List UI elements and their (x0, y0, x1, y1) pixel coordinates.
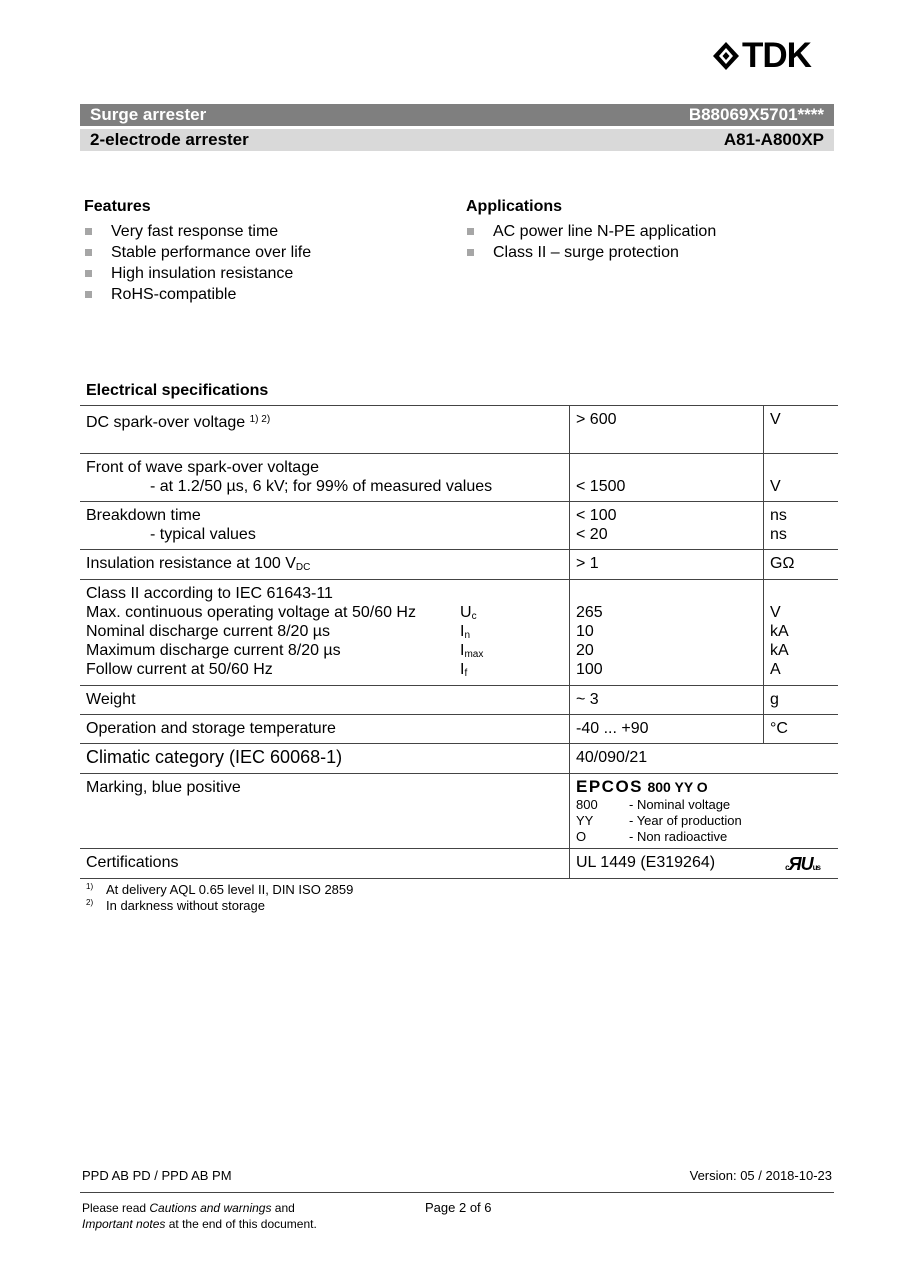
part-name: A81-A800XP (723, 130, 824, 149)
bullet-square-icon (85, 249, 92, 256)
page-number: Page 2 of 6 (425, 1200, 492, 1215)
marking-code: 800 YY O (647, 779, 708, 795)
spec-unit: °C (764, 715, 839, 744)
header-bar-subtype (80, 129, 834, 151)
bullet-square-icon (467, 228, 474, 235)
table-row (80, 502, 838, 550)
spec-label: Class II according to IEC 61643-11 Max. continuous operating voltage at 50/60 Hz $U_c$ Nominal discharge current 8/20 µs $I_n$ Maximum discharge current 8/20 µs $I_{max}$ Follow current at 50/60 Hz $I_f$ (80, 580, 570, 686)
table-row (80, 686, 838, 715)
spec-value: -40 ... +90 (570, 715, 764, 744)
list-item: AC power line N-PE application (466, 221, 716, 242)
bullet-square-icon (85, 291, 92, 298)
list-item: RoHS-compatible (84, 284, 311, 305)
list-item: High insulation resistance (84, 263, 311, 284)
epcos-brand: EPCOS (576, 777, 644, 796)
electrical-specs-title: Electrical specifications (86, 382, 269, 399)
spec-label: Breakdown time - typical values (80, 502, 570, 550)
spec-unit: g (764, 686, 839, 715)
table-row (80, 580, 838, 686)
logo-text: TDK (742, 36, 811, 75)
features-title: Features (84, 198, 151, 215)
spec-label: Marking, blue positive (80, 774, 570, 849)
table-row (80, 715, 838, 744)
footer-note: Please read Cautions and warnings and Important notes at the end of this document. (82, 1201, 317, 1231)
marking-cell (570, 774, 839, 849)
spec-label: Front of wave spark-over voltage - at 1.2/50 µs, 6 kV; for 99% of measured values (80, 454, 570, 502)
list-item: Stable performance over life (84, 242, 311, 263)
applications-title: Applications (466, 198, 563, 215)
footer-divider (80, 1192, 834, 1193)
bullet-square-icon (85, 270, 92, 277)
spec-label: Weight (80, 686, 570, 715)
footer-department: PPD AB PD / PPD AB PM (82, 1168, 232, 1183)
tdk-diamond-logo-icon (712, 41, 740, 71)
applications-section (466, 198, 716, 263)
applications-list (466, 221, 716, 263)
bullet-square-icon (85, 228, 92, 235)
product-type: Surge arrester (90, 105, 207, 124)
spec-value: 40/090/21 (570, 744, 839, 774)
spec-value: > 600 (570, 406, 764, 454)
spec-unit: V (764, 406, 839, 454)
certification-value: UL 1449 (E319264) (576, 854, 716, 871)
bullet-square-icon (467, 249, 474, 256)
spec-label: Climatic category (IEC 60068-1) (80, 744, 570, 774)
table-row (80, 849, 838, 879)
spec-value: < 1500 (570, 454, 764, 502)
spec-label: Operation and storage temperature (80, 715, 570, 744)
electrical-specs-table (80, 405, 838, 879)
table-row (80, 744, 838, 774)
spec-unit: GΩ (764, 550, 839, 580)
marking-legend-row: O - Non radioactive (576, 829, 728, 844)
marking-legend-row: 800 - Nominal voltage (576, 797, 731, 812)
table-row (80, 454, 838, 502)
spec-value: < 100 < 20 (570, 502, 764, 550)
spec-unit: V (764, 454, 839, 502)
spec-value: ~ 3 (570, 686, 764, 715)
spec-label: Insulation resistance at 100 $V_{DC}$ (80, 550, 570, 580)
spec-unit: ns ns (764, 502, 839, 550)
table-row (80, 774, 838, 849)
footer-version: Version: 05 / 2018-10-23 (689, 1168, 832, 1183)
order-code: B88069X5701**** (688, 105, 824, 124)
spec-unit: V kA kA A (764, 580, 839, 686)
header-bar-product (80, 104, 834, 126)
table-row (80, 550, 838, 580)
footnote-2: $^{2)}$ In darkness without storage (86, 898, 265, 913)
spec-value: 265 10 20 100 (570, 580, 764, 686)
list-item: Very fast response time (84, 221, 311, 242)
marking-legend-row: YY - Year of production (576, 813, 742, 828)
product-subtype: 2-electrode arrester (90, 130, 249, 149)
table-row (80, 406, 838, 454)
tdk-logo (712, 36, 836, 75)
spec-label: Certifications (80, 849, 570, 879)
footnote-1: $^{1)}$ At delivery AQL 0.65 level II, DIN ISO 2859 (86, 882, 354, 897)
spec-value: > 1 (570, 550, 764, 580)
certification-cell (570, 849, 839, 879)
list-item: Class II – surge protection (466, 242, 716, 263)
ul-recognized-icon: cЯUus (785, 854, 820, 874)
features-list (84, 221, 311, 305)
features-section (84, 198, 311, 305)
spec-label: DC spark-over voltage $^{1) 2)}$ (80, 406, 570, 454)
